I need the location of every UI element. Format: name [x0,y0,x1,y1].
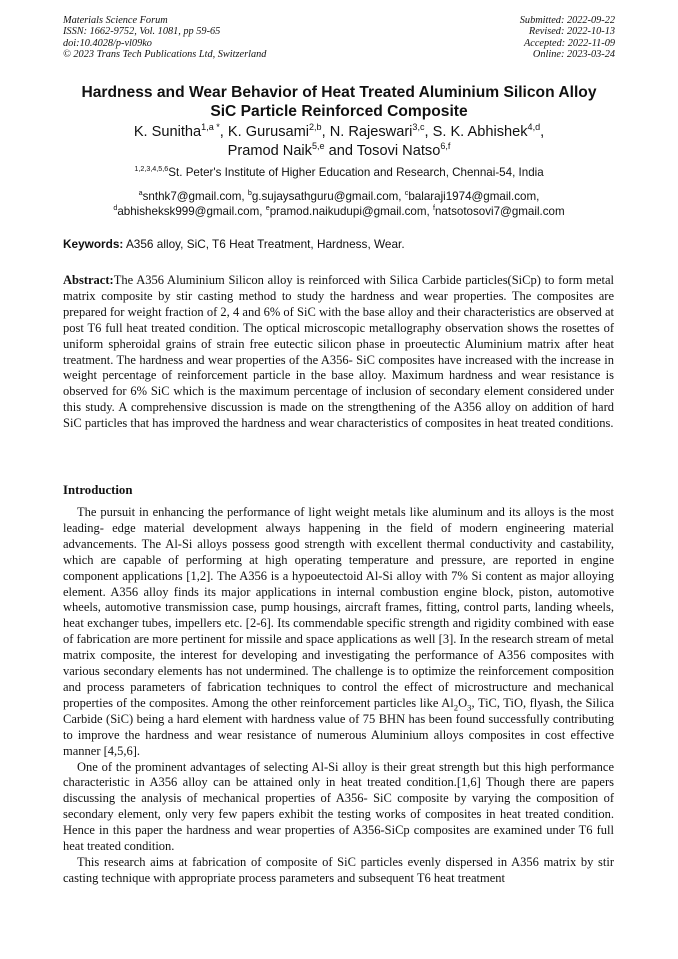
online-date: Online: 2023-03-24 [532,49,615,61]
paragraph: One of the prominent advantages of selecting Al-Si alloy is their great strength but this high performance characteristic in A356 alloy can be attained only in heat treated condition.[1,6] Though there are papers discussing the analysis of mechanical properties of A356- SiC composite by varying the composition of secondary element, only very few papers exhibit the testing works of composites in heat treated condition. Hence in this paper the hardness and wear properties of A356-SiCp composites are examined under T6 full heat treated condition. [63,759,614,854]
email-link[interactable]: snthk7@gmail.com [142,190,242,203]
author-affiliation-mark: 5,e [311,141,325,152]
email-separator: , [259,204,266,218]
email-list [40,190,638,219]
copyright-line: © 2023 Trans Tech Publications Ltd, Switzerland [63,49,267,61]
journal-name: Materials Science Forum [63,15,168,26]
abstract [63,273,614,432]
paragraph [63,505,614,760]
paragraph-text: , TiC, TiO, flyash, the Silica Carbide (SiC) being a hard element with hardness value of 75 BHN has been found successfully contributing to improve the hardness and wear resistance of numerous Aluminium alloys composites in cost effective manner [4,5,6]. [63,695,614,758]
journal-info [63,15,266,61]
email-line-2 [40,202,638,220]
introduction-body [63,505,614,887]
title-line-2: SiC Particle Reinforced Composite [210,103,468,120]
author-affiliation-mark: 1,a * [201,122,220,133]
keywords-label: Keywords: [63,237,124,251]
section-heading-introduction: Introduction [63,483,133,497]
email-mark: e [265,202,270,212]
email-mark: b [247,188,252,198]
author-separator: , [424,124,433,140]
author-separator: , [540,124,545,140]
author-name: Pramod Naik [227,143,312,159]
author-line-2 [40,142,638,161]
email-mark: f [432,202,435,212]
affiliation-text: St. Peter's Institute of Higher Education and Research, Chennai-54, India [168,166,544,179]
accepted-date: Accepted: 2022-11-09 [523,37,615,49]
submission-dates [520,15,615,61]
revised-date: Revised: 2022-10-13 [528,26,615,38]
email-link[interactable]: natsotosovi7@gmail.com [434,204,565,218]
email-separator: , [241,190,248,203]
email-mark: a [138,188,143,198]
author-name: Tosovi Natso [356,143,441,159]
submitted-date: Submitted: 2022-09-22 [519,15,615,26]
affiliation [40,166,638,180]
author-name: K. Sunitha [133,124,202,140]
author-affiliation-mark: 4,d [527,122,541,133]
email-separator: , [398,190,405,203]
abstract-label: Abstract: [63,273,114,287]
paper-title [40,83,638,121]
email-separator: , [426,204,433,218]
paragraph: This research aims at fabrication of composite of SiC particles evenly dispersed in A356 matrix by stir casting technique with appropriate process parameters and subsequent T6 heat treatment [63,854,614,885]
subscript: 3 [467,702,472,713]
author-line-1 [40,123,638,142]
email-link[interactable]: balaraji1974@gmail.com [408,190,537,203]
author-list [40,123,638,161]
doi-line: doi:10.4028/p-vl09ko [63,37,152,49]
author-separator: , [219,124,228,140]
author-separator: , [321,124,330,140]
author-name: S. K. Abhishek [432,124,528,140]
email-line-1 [40,190,638,205]
affiliation-marks: 1,2,3,4,5,6 [134,164,169,174]
subscript: 2 [453,702,459,713]
keywords [63,237,623,252]
paragraph-text: O [458,695,468,710]
author-affiliation-mark: 3,c [412,122,425,133]
author-separator: and [324,143,357,159]
paragraph-text: The pursuit in enhancing the performance of light weight metals like aluminum and its alloys is the most leading- edge material development always happening in the field of modern engineering material advancements. The Al-Si alloys possess good strength with excellent thermal conductivity and castability, which are capable of performing at high operating temperature and pressure, are reported in engine component applications [1,2]. The A356 is a hypoeutectoid Al-Si alloy with 7% Si content as major alloying element. A356 alloy finds its major applications in internal combustion engine block, piston, automotive wheels, automotive transmission case, pump housings, aircraft frames, fitting, control parts, landing wheels, heat exchanger tubes, impellers etc. [2-6]. Its commendable specific strength and rigidity combined with ease of fabrication are more pertinent for missile and space applications as well [3]. In the research stream of metal matrix composite, the interest for developing and investigating the performance of A356 composites with various secondary elements has not undermined. The challenge is to optimize the reinforcement composition and process parameters of fabrication techniques to control the effect of microstructure and mechanical properties of the composites. Among the other reinforcement particles like Al [63,505,614,710]
title-line-1: Hardness and Wear Behavior of Heat Treated Aluminium Silicon Alloy [81,84,597,101]
author-name: K. Gurusami [227,124,310,140]
abstract-text: The A356 Aluminium Silicon alloy is reinforced with Silica Carbide particles(SiCp) to form metal matrix composite by stir casting method to study the hardness and wear properties. The composites are prepared for weight fraction of 2, 4 and 6% of SiC with the base alloy and their characteristics are observed at post T6 full heat treated condition. The optical microscopic metallography observation shows the rosettes of uniform spheroidal grains of strain free eutectic silicon phase in proeutectic Aluminium matrix after heat treatment. The hardness and wear properties of the A356- SiC composites have increased with the increase in weight percentage of reinforcement particle in the base alloy. Maximum hardness and wear resistance is observed for 6% SiC which is the maximum percentage of inclusion of secondary element considered under this study. A comprehensive discussion is made on the strengthening of the A356 alloy on addition of hard SiC particles that has improved the hardness and wear characteristics of composites in heat treated conditions. [63,273,614,431]
issn-line: ISSN: 1662-9752, Vol. 1081, pp 59-65 [63,26,221,38]
keywords-text: A356 alloy, SiC, T6 Heat Treatment, Hardness, Wear. [123,237,405,251]
author-affiliation-mark: 2,b [309,122,322,133]
email-separator: , [536,190,540,203]
author-name: N. Rajeswari [329,124,413,140]
email-link[interactable]: g.sujaysathguru@gmail.com [251,190,399,203]
email-mark: d [113,202,118,212]
email-link[interactable]: abhisheksk999@gmail.com [117,204,260,218]
email-mark: c [404,188,409,198]
email-link[interactable]: pramod.naikudupi@gmail.com [269,204,427,218]
author-affiliation-mark: 6,f [440,141,451,152]
